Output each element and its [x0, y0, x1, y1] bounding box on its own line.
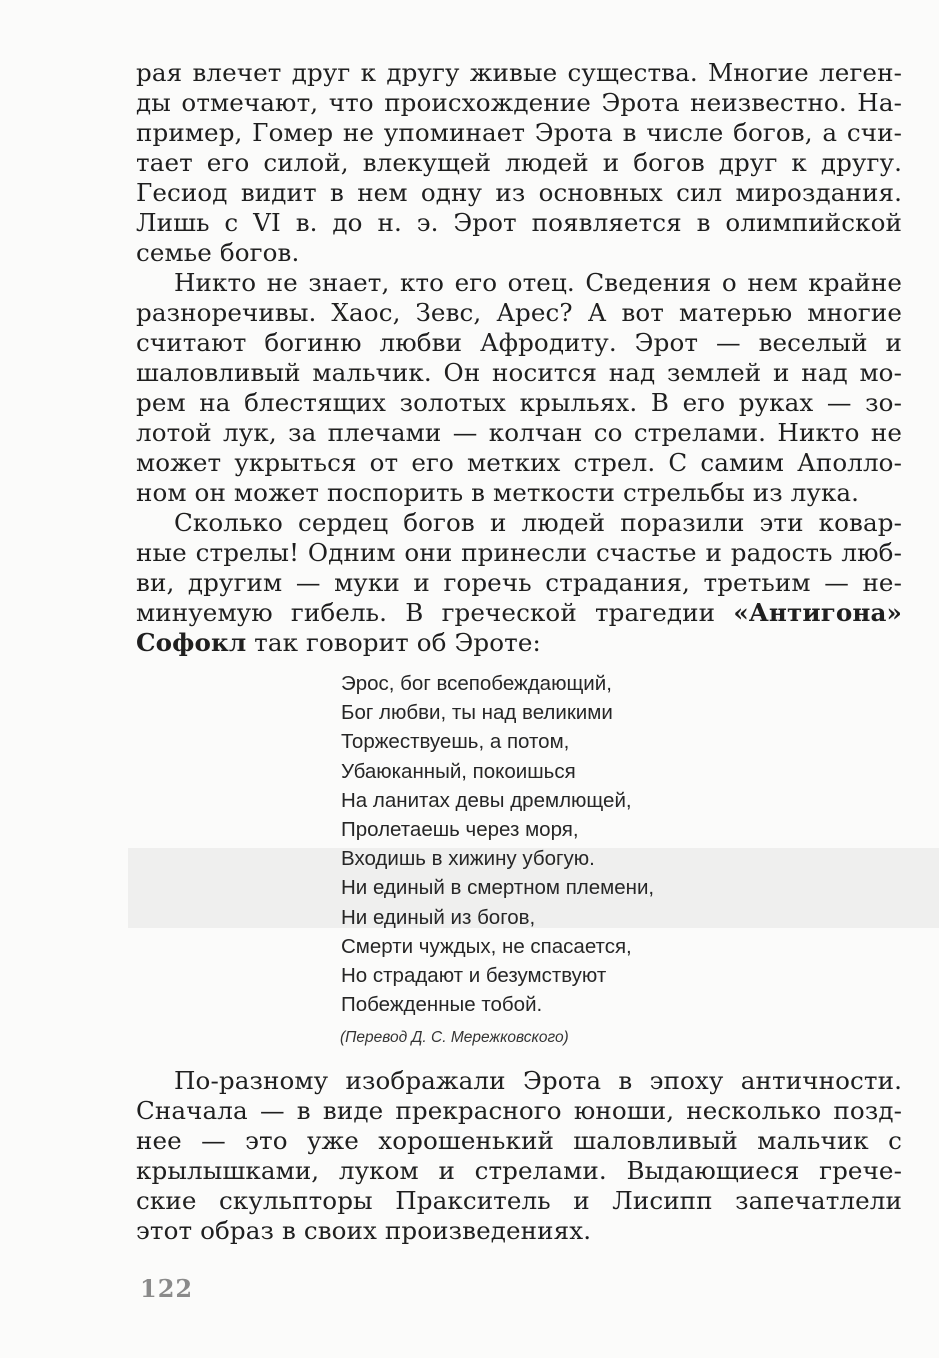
body-line: крылышками, луком и стрелами. Выдающиеся грече-	[136, 1156, 902, 1185]
body-line: По-разному изображали Эрота в эпоху античности.	[174, 1066, 902, 1095]
text-block-top	[136, 58, 902, 658]
body-line: рая влечет друг к другу живые существа. Многие леген-	[136, 58, 902, 87]
poem-line: Входишь в хижину убогую.	[341, 847, 595, 871]
body-line: Софокл так говорит об Эроте:	[136, 628, 541, 657]
poem-line: Пролетаешь через моря,	[341, 818, 579, 842]
body-line: Лишь с VI в. до н. э. Эрот появляется в олимпийской	[136, 208, 902, 237]
poem-line: Смерти чуждых, не спасается,	[341, 934, 632, 958]
body-line: ды отмечают, что происхождение Эрота неизвестно. На-	[136, 88, 902, 117]
body-line: пример, Гомер не упоминает Эрота в числе богов, а счи-	[136, 118, 902, 147]
poem-line: На ланитах девы дремлющей,	[341, 788, 632, 812]
poem-quote	[341, 669, 654, 1019]
body-line: этот образ в своих произведениях.	[136, 1216, 592, 1245]
poem-line: Торжествуешь, а потом,	[341, 730, 570, 754]
poem-line: Бог любви, ты над великими	[341, 701, 613, 725]
body-line: Сколько сердец богов и людей поразили эти ковар-	[174, 508, 902, 537]
translation-credit: (Перевод Д. С. Мережковского)	[340, 1029, 569, 1046]
body-line: минуемую гибель. В греческой трагедии «Антигона»	[136, 598, 902, 627]
body-line: лотой лук, за плечами — колчан со стрелами. Никто не	[136, 418, 902, 447]
body-line: разноречивы. Хаос, Зевс, Арес? А вот матерью многие	[136, 298, 902, 327]
body-line: Никто не знает, кто его отец. Сведения о нем крайне	[174, 268, 902, 297]
poem-line: Ни единый из богов,	[341, 905, 536, 929]
body-line: считают богиню любви Афродиту. Эрот — веселый и	[136, 328, 902, 357]
poem-line: Эрос, бог всепобеждающий,	[341, 672, 612, 695]
poem-line: Но страдают и безумствуют	[341, 964, 607, 988]
body-line: может укрыться от его метких стрел. С самим Аполло-	[136, 448, 902, 477]
body-line: Сначала — в виде прекрасного юноши, несколько позд-	[136, 1096, 902, 1125]
poem-line: Убаюканный, покоишься	[341, 759, 576, 783]
body-line: Гесиод видит в нем одну из основных сил мироздания.	[136, 178, 902, 207]
body-line: семье богов.	[136, 238, 300, 267]
body-line: ви, другим — муки и горечь страдания, третьим — не-	[136, 568, 902, 597]
body-line: тает его силой, влекущей людей и богов друг к другу.	[136, 148, 902, 177]
body-line: шаловливый мальчик. Он носится над землей и над мо-	[136, 358, 902, 387]
poem-line: Побежденные тобой.	[341, 993, 543, 1017]
text-block-bottom	[136, 1066, 902, 1246]
body-line: ном он может поспорить в меткости стрельбы из лука.	[136, 478, 860, 507]
body-line: нее — это уже хорошенький шаловливый мальчик с	[136, 1126, 902, 1155]
page-number: 122	[140, 1274, 194, 1303]
body-line: ные стрелы! Одним они принесли счастье и радость люб-	[136, 538, 902, 567]
body-line: ские скульпторы Пракситель и Лисипп запечатлели	[136, 1186, 902, 1215]
poem-line: Ни единый в смертном племени,	[341, 876, 655, 900]
body-line: рем на блестящих золотых крыльях. В его руках — зо-	[136, 388, 902, 417]
